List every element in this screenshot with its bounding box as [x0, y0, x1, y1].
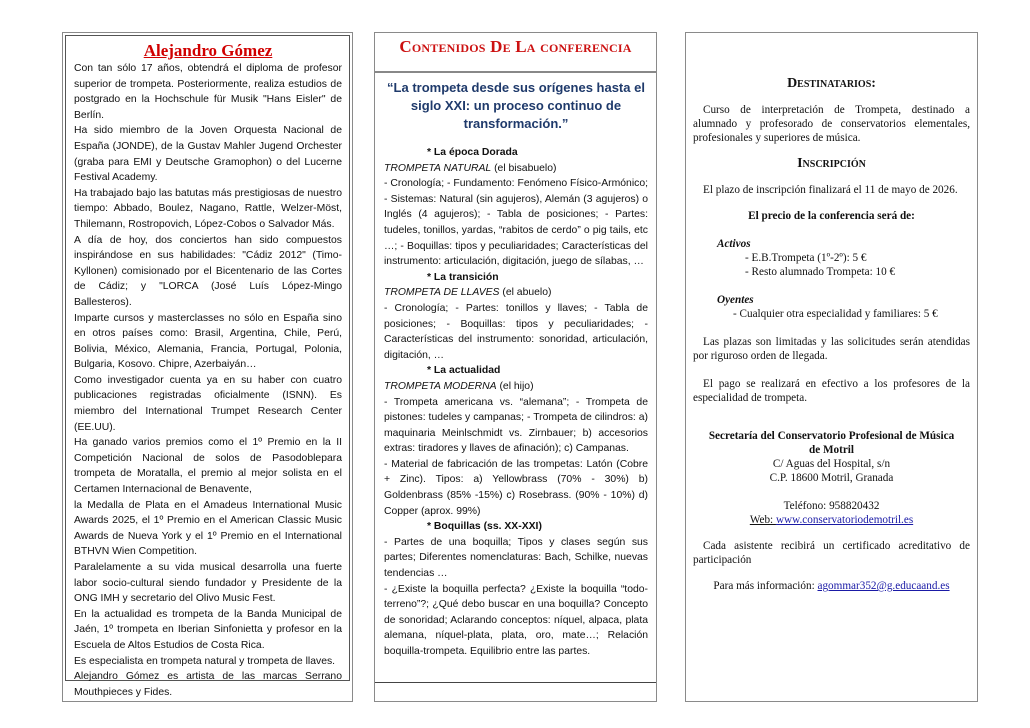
section-heading: * Boquillas (ss. XX-XXI) — [427, 521, 542, 533]
section-subtitle — [384, 285, 648, 301]
web-link[interactable]: www.conservatoriodemotril.es — [775, 514, 914, 526]
biography-paragraph: A día de hoy, dos conciertos han sido compuestos inspirándose en sus habilidades: "Cádiz 2012" (Timo-Kyllonen) comisionado por el Bicentenario de las Cortes de Cádiz; y "LORCA (José Luís López-Mingo Ballesteros). — [74, 234, 342, 308]
section-paragraph: - Material de fabricación de las trompetas: Latón (Cobre + Zinc). Tipos: a) Yellowbrass (70% - 30%) b) Goldenbrass (85% -15%) c) Rosebrass. (90% - 10%) d) Copper (aprox. 99%) — [384, 458, 648, 517]
biography-text — [74, 61, 342, 700]
biography-paragraph: Paralelamente a su vida musical desarrolla una fuerte labor socio-cultural siendo fundador y Presidente de la ONG IMH y secretario del Olivo Music Fest. — [74, 562, 342, 605]
biography-paragraph: Ha ganado varios premios como el 1º Premio en la II Competición Nacional de solos de Pasodoblepara trompeta de Moratalla, el premio al mejor solista en el Certamen Internacional de Benavente, — [74, 437, 342, 496]
instrument-name: TROMPETA NATURAL — [384, 162, 492, 174]
contents-body — [375, 73, 656, 683]
biography-paragraph: En la actualidad es trompeta de la Banda Municipal de Jaén, 1º trompeta en Iberian Sinfonietta y profesor en la Escuela de Altos Estudios de Costa Rica. — [74, 608, 342, 651]
biography-paragraph: Imparte cursos y masterclasses no sólo en España sino en otros países como: Brasil, Argentina, Chile, Perú, Bolivia, México, Alemania, Francia, Portugal, Polonia, Bulgaria, Kosovo. Chipre, Azerbaiyán… — [74, 312, 342, 371]
secretaria-heading: Secretaría del Conservatorio Profesional de Música de Motril — [708, 430, 955, 456]
biography-paragraph: Ha trabajado bajo las batutas más prestigiosas de nuestro tiempo: Abbado, Boulez, Nagano, Rattle, Welzer-Möst, Thilemann, Rostropovich, López-Cobos o Salvador Más. — [74, 187, 343, 230]
contents-panel — [374, 32, 657, 702]
section-paragraph: - Trompeta americana vs. “alemana”; - Trompeta de pistones: tudeles y campanas; - Trompeta de cilindros: a) maquinaria Meinlschmidt vs. Zirnbauer; b) accesorios extras: tiradores y llaves de afinación); c) Campanas. — [384, 396, 648, 455]
instrument-name: TROMPETA DE LLAVES — [384, 287, 500, 299]
section-paragraph: - Partes de una boquilla; Tipos y clases según sus partes; Diferentes nomenclaturas: Bach, Schilke, nuevas tendencias … — [384, 536, 648, 580]
contents-title-box — [375, 33, 656, 73]
price-heading: El precio de la conferencia será de: — [748, 210, 915, 222]
biography-title: Alejandro Gómez — [143, 41, 273, 60]
instrument-nickname: (el abuelo) — [499, 287, 552, 299]
instrument-nickname: (el hijo) — [496, 380, 534, 392]
section-heading: * La época Dorada — [427, 147, 518, 158]
phone-text: Teléfono: 958820432 — [783, 500, 880, 512]
section-paragraph: - ¿Existe la boquilla perfecta? ¿Existe la boquilla “todo-terreno”?; ¿Qué debo buscar en una boquilla? Concepto de sonoridad; Aclarando conceptos: níquel, alpaca, plata alemana, níquel-plata, plata, oro, mate…; Relación boquilla-trompeta. Equilibrio entre las partes. — [384, 583, 648, 657]
section-paragraph: - Cronología; - Partes: tonillos y llaves; - Tabla de posiciones; - Boquillas: tipos y peculiaridades; - Características del instrumento: sonoridad, articulación, digitación, … — [384, 302, 648, 361]
destinatarios-text: Curso de interpretación de Trompeta, destinado a alumnado y profesorado de conservatorios elementales, profesionales y superiores de música. — [693, 104, 970, 144]
plazas-text: Las plazas son limitadas y las solicitudes serán atendidas por riguroso orden de llegada. — [693, 336, 970, 362]
pago-text: El pago se realizará en efectivo a los profesores de la especialidad de trompeta. — [693, 378, 970, 404]
info-panel — [685, 32, 978, 702]
biography-paragraph: Como investigador cuenta ya en su haber con cuatro publicaciones registradas oficialmente (ISNN). Es miembro del International Trumpet Research Center (EE.UU). — [74, 374, 342, 433]
biography-paragraph: la Medalla de Plata en el Amadeus International Music Awards 2025, el 1º Premio en el American Classic Music Awards de Nueva York y el 1º Premio en el International BTHVN Wien Competition. — [74, 499, 342, 558]
contents-sections — [384, 145, 648, 660]
biography-paragraph: Alejandro Gómez es artista de las marcas Serrano Mouthpieces y Fides. — [74, 671, 342, 698]
inscripcion-heading: Inscripción — [797, 156, 866, 171]
email-link[interactable]: agommar352@g.educaand.es — [817, 580, 950, 592]
address-line-2: C.P. 18600 Motril, Granada — [769, 472, 894, 484]
oyentes-item: - Cualquier otra especialidad y familiares: 5 € — [733, 308, 938, 320]
destinatarios-heading: Destinatarios: — [787, 76, 876, 91]
section-heading: * La transición — [427, 271, 499, 283]
address-line-1: C/ Aguas del Hospital, s/n — [772, 458, 891, 470]
section-subtitle — [384, 379, 648, 395]
instrument-nickname: (el bisabuelo) — [491, 162, 557, 174]
contents-title: Contenidos De La conferencia — [399, 37, 632, 56]
oyentes-label: Oyentes — [717, 294, 754, 306]
section-heading: * La actualidad — [427, 365, 501, 377]
web-label: Web: — [749, 514, 776, 526]
section-subtitle — [384, 161, 648, 177]
activos-item: - E.B.Trompeta (1º-2º): 5 € — [745, 252, 867, 264]
biography-paragraph: Con tan sólo 17 años, obtendrá el diploma de profesor superior de trompeta. Posteriormente, realiza estudios de postgrado en la Hochschule für Musik "Hans Eisler" de Berlín. — [74, 63, 342, 121]
activos-item: - Resto alumnado Trompeta: 10 € — [745, 266, 896, 278]
section-paragraph: - Cronología; - Fundamento: Fenómeno Físico-Armónico; - Sistemas: Natural (sin agujeros), Alemán (3 agujeros) o Inglés (4 agujeros); - Tabla de posiciones; - Partes: tudeles, tonillos, yardas, “rabitos de cerdo” o pig tails, etc …; - Boquillas: tipos y peculiaridades; Características del instrumento: articulación, digitación, juego de sílabas, … — [384, 178, 648, 268]
info-label: Para más información: — [713, 580, 818, 592]
inscripcion-text: El plazo de inscripción finalizará el 11 de mayo de 2026. — [703, 184, 958, 196]
activos-label: Activos — [717, 238, 751, 250]
biography-paragraph: Ha sido miembro de la Joven Orquesta Nacional de España (JONDE), de la Gustav Mahler Jugend Orchester (graba para EMI y Deutsche Gramophon) o del Lucerne Festival Academy. — [74, 125, 342, 184]
biography-paragraph: Es especialista en trompeta natural y trompeta de llaves. — [74, 655, 336, 667]
conference-topic-quote: “La trompeta desde sus orígenes hasta el siglo XXI: un proceso continuo de transformación.” — [387, 80, 645, 131]
biography-panel — [62, 32, 353, 702]
biography-box — [65, 35, 350, 698]
certificado-text: Cada asistente recibirá un certificado acreditativo de participación — [693, 540, 970, 566]
web-line — [693, 513, 970, 527]
instrument-name: TROMPETA MODERNA — [384, 380, 497, 392]
info-line — [693, 579, 970, 593]
